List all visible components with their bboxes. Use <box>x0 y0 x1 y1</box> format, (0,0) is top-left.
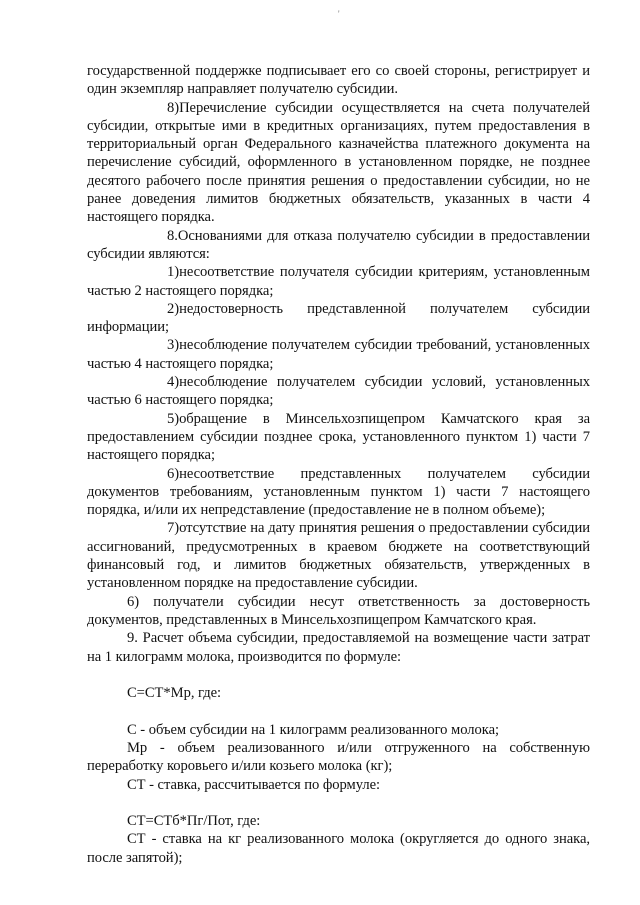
item-number: 4) <box>167 374 180 391</box>
definition-c: С - объем субсидии на 1 килограмм реализованного молока; <box>127 721 499 738</box>
paragraph-continuation: государственной поддержке подписывает его со своей стороны, регистрирует и один экземпляр направляет получателю субсидии. <box>87 63 590 98</box>
spacer <box>87 702 590 720</box>
refusal-grounds-list <box>87 263 590 592</box>
definition-st: СТ - ставка, рассчитывается по формуле: <box>127 776 381 793</box>
list-item <box>87 336 590 373</box>
formula-subsidy: С=СТ*Мр, где: <box>127 685 222 702</box>
spacer <box>87 666 590 684</box>
item-text: обращение в Минсельхозпищепром Камчатского края за предоставлением субсидии позднее срока, установленного пунктом 1) части 7 настоящего порядка; <box>87 410 590 464</box>
paragraph-text: Перечисление субсидии осуществляется на счета получателей субсидии, открытые ими в кредитных организациях, путем предоставления в территориальный орган Федерального казначейства платежного документа на перечисление субсидий, оформленного в установленном порядке, не позднее десятого рабочего после принятия решения о предоставлении субсидии, но не ранее доведения лимитов бюджетных обязательств, указанных в части 4 настоящего порядка. <box>87 99 590 226</box>
list-item <box>87 465 590 520</box>
list-item <box>87 300 590 337</box>
definition-mr: Мр - объем реализованного и/или отгруженного на собственную переработку коровьего и/или козьего молока (кг); <box>87 739 590 775</box>
list-item <box>87 373 590 410</box>
item-text: несоблюдение получателем субсидии требований, установленных частью 4 настоящего порядка; <box>87 337 590 372</box>
item-number: 1) <box>167 264 180 281</box>
item-number: 8. <box>167 227 178 244</box>
paragraph-8-transfer <box>87 99 590 227</box>
item-text: отсутствие на дату принятия решения о предоставлении субсидии ассигнований, предусмотренных в краевом бюджете на соответствующий финансовый год, и лимитов бюджетных обязательств, утвержденных в установленном порядке на предоставление субсидии. <box>87 520 590 592</box>
paragraph-8-refusal-grounds <box>87 227 590 264</box>
list-item <box>87 519 590 592</box>
item-text: несоблюдение получателем субсидии условий, установленных частью 6 настоящего порядка; <box>87 374 590 409</box>
item-number: 8) <box>167 99 180 116</box>
item-number: 7) <box>167 520 180 537</box>
formula-rate: СТ=СТб*Пг/Пот, где: <box>127 813 261 830</box>
paragraph-text: Основаниями для отказа получателю субсидии в предоставлении субсидии являются: <box>87 227 590 262</box>
list-item <box>87 263 590 300</box>
item-number: 6) <box>167 465 180 482</box>
item-text: несоответствие получателя субсидии критериям, установленным частью 2 настоящего порядка; <box>87 264 590 299</box>
spacer <box>87 794 590 812</box>
item-number: 2) <box>167 300 180 317</box>
page-mark: ' <box>338 9 340 19</box>
item-number: 5) <box>167 410 180 427</box>
definition-st-rate: СТ - ставка на кг реализованного молока (округляется до одного знака, после запятой); <box>87 831 590 866</box>
list-item <box>87 410 590 465</box>
item-number: 3) <box>167 337 180 354</box>
paragraph-responsibility: 6) получатели субсидии несут ответственность за достоверность документов, представленных в Минсельхозпищепром Камчатского края. <box>87 593 590 628</box>
paragraph-9-calculation: 9. Расчет объема субсидии, предоставляемой на возмещение части затрат на 1 килограмм молока, производится по формуле: <box>87 630 590 665</box>
item-text: несоответствие представленных получателем субсидии документов требованиям, установленным пунктом 1) части 7 настоящего порядка, и/или их непредставление (предоставление не в полном объеме); <box>87 465 590 519</box>
item-text: недостоверность представленной получателем субсидии информации; <box>87 300 590 336</box>
